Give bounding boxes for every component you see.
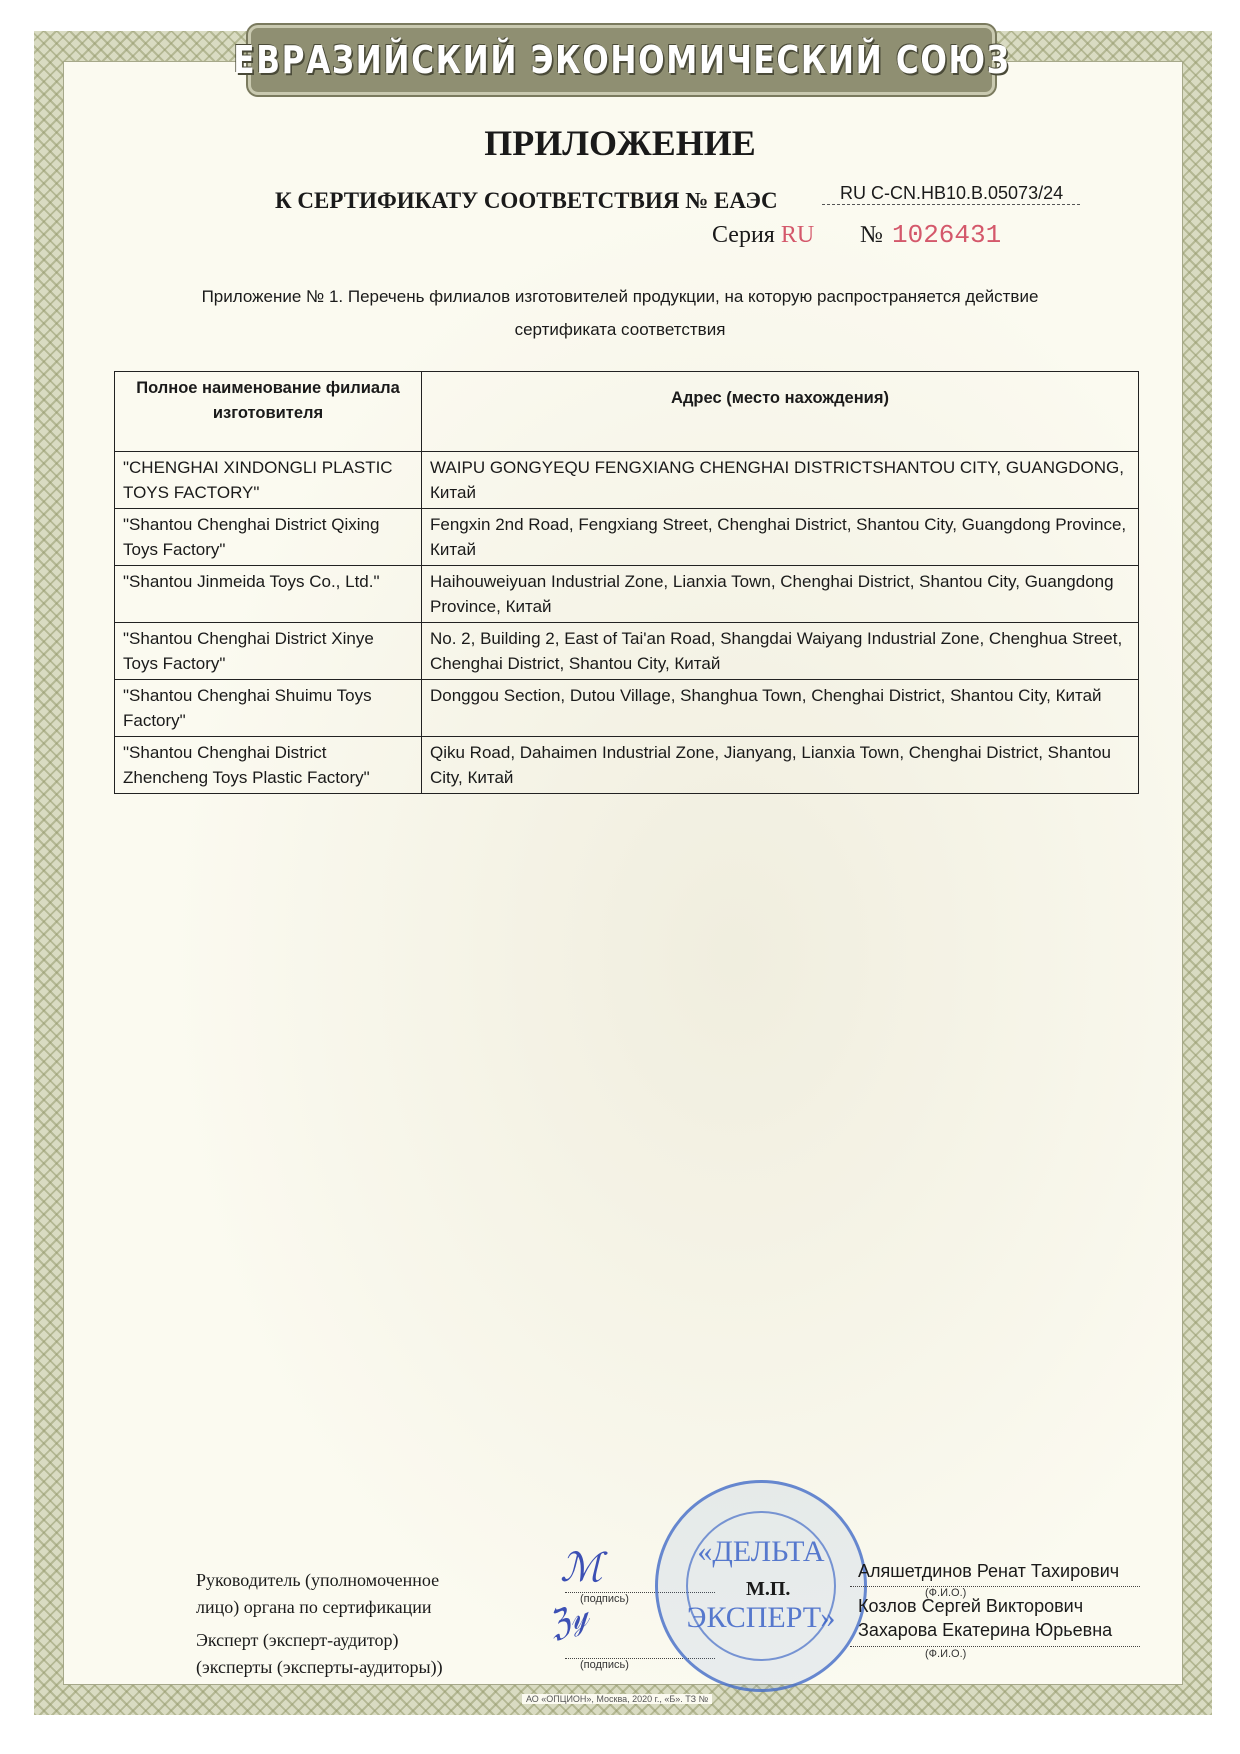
head-label-line-1: Руководитель (уполномоченное [196,1570,440,1590]
branch-name: "Shantou Jinmeida Toys Co., Ltd." [115,566,422,623]
head-name: Аляшетдинов Ренат Тахирович [858,1561,1120,1581]
branch-address: WAIPU GONGYEQU FENGXIANG CHENGHAI DISTRICTSHANTOU CITY, GUANGDONG, Китай [422,452,1139,509]
expert-label-line-2: (эксперты (эксперты-аудиторы)) [196,1657,443,1677]
stamp-text-2: ЭКСПЕРТ» [686,1601,836,1634]
header-name: Полное наименование филиала изготовителя [115,372,422,452]
branch-name: "Shantou Chenghai Shuimu Toys Factory" [115,680,422,737]
branch-address: Fengxin 2nd Road, Fengxiang Street, Chenghai District, Shantou City, Guangdong Province, Китай [422,509,1139,566]
table-row [115,737,1139,794]
head-label [196,1567,439,1621]
branch-address: Donggou Section, Dutou Village, Shanghua Town, Chenghai District, Shantou City, Китай [422,680,1139,737]
branch-name: "Shantou Chenghai District Zhencheng Toys Plastic Factory" [115,737,422,794]
document-title: ПРИЛОЖЕНИЕ [484,123,756,163]
certificate-label: К СЕРТИФИКАТУ СООТВЕТСТВИЯ № ЕАЭС [275,188,778,213]
expert-signature-caption: (подпись) [580,1659,629,1671]
head-fio-line [850,1586,1140,1587]
branches-table [114,371,1139,794]
branch-address: No. 2, Building 2, East of Tai'an Road, Shangdai Waiyang Industrial Zone, Chenghua Street, Chenghai District, Shantou City, Китай [422,623,1139,680]
branch-name: "Shantou Chenghai District Qixing Toys Factory" [115,509,422,566]
table-row [115,623,1139,680]
head-signature: ℳ [560,1545,603,1591]
printer-imprint: АО «ОПЦИОН», Москва, 2020 г., «Б». ТЗ № [522,1694,712,1704]
series-label: Серия [712,222,775,248]
expert-label-line-1: Эксперт (эксперт-аудитор) [196,1630,399,1650]
union-banner [232,25,1011,95]
expert-name-2: Захарова Екатерина Юрьевна [858,1620,1113,1640]
branch-address: Haihouweiyuan Industrial Zone, Lianxia Town, Chenghai District, Shantou City, Guangdong Province, Китай [422,566,1139,623]
stamp-text-1: «ДЕЛЬТА [697,1535,825,1568]
table-row [115,566,1139,623]
expert-fio-caption: (Ф.И.О.) [925,1648,967,1660]
number-label: № [860,222,883,248]
stamp-place-mark: М.П. [746,1578,791,1600]
expert-fio-line [850,1646,1140,1647]
expert-signature: ℨ𝓎 [542,1594,595,1646]
intro-line-1: Приложение № 1. Перечень филиалов изготовителей продукции, на которую распространяется действие [201,287,1039,306]
series [712,222,814,249]
branch-name: "Shantou Chenghai District Xinye Toys Factory" [115,623,422,680]
expert-label [196,1627,443,1681]
head-fio-caption: (Ф.И.О.) [925,1587,967,1599]
expert-name-1: Козлов Сергей Викторович [858,1596,1084,1616]
series-value: RU [780,222,815,248]
table-row [115,509,1139,566]
head-label-line-2: лицо) органа по сертификации [196,1597,432,1617]
head-signature-caption: (подпись) [580,1593,629,1605]
union-title: ЕВРАЗИЙСКИЙ ЭКОНОМИЧЕСКИЙ СОЮЗ [232,38,1011,82]
branch-name: "CHENGHAI XINDONGLI PLASTIC TOYS FACTORY" [115,452,422,509]
branch-address: Qiku Road, Dahaimen Industrial Zone, Jianyang, Lianxia Town, Chenghai District, Shantou City, Китай [422,737,1139,794]
table-row [115,452,1139,509]
serial-number: 1026431 [892,220,1002,250]
intro-line-2: сертификата соответствия [514,320,726,339]
table-row [115,680,1139,737]
certificate-number: RU C-CN.НВ10.В.05073/24 [822,183,1080,205]
header-address: Адрес (место нахождения) [422,372,1139,452]
